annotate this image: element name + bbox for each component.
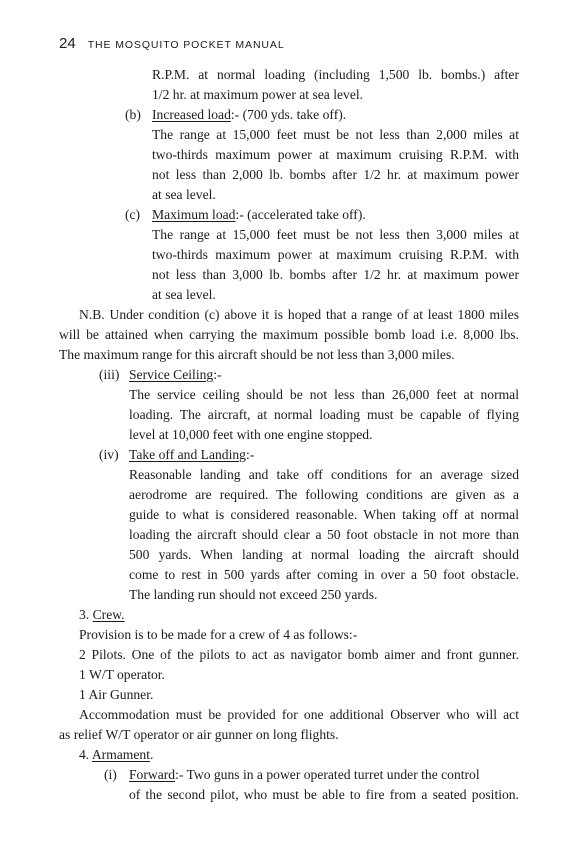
item-iii-heading-line [129, 365, 222, 385]
body-line: The maximum range for this aircraft should be not less than 3,000 miles. [59, 347, 455, 362]
item-b-heading-line [152, 105, 346, 125]
item-label: (iv) [99, 447, 119, 462]
item-i-rest: :- Two guns in a power operated turret under the control [175, 767, 480, 782]
item-label: (i) [104, 767, 117, 782]
body-line: 2 Pilots. One of the pilots to act as navigator bomb aimer and front gunner. [79, 647, 519, 662]
section-armament-rest: . [150, 747, 154, 762]
book-title: THE MOSQUITO POCKET MANUAL [87, 39, 285, 51]
item-iv-rest: :- [245, 447, 255, 462]
item-i-heading-line [129, 765, 519, 785]
body-line: Accommodation must be provided for one additional Observer who will act [79, 707, 519, 722]
section-crew-heading: Crew. [92, 607, 125, 622]
item-b-rest: :- (700 yds. take off). [230, 107, 347, 122]
section-crew-heading-line [79, 605, 125, 625]
body-line: R.P.M. at normal loading (including 1,500 lb. bombs.) after [152, 67, 519, 82]
body-line: will be attained when carrying the maximum possible bomb load i.e. 8,000 lbs. [59, 327, 519, 342]
section-armament-heading-line [79, 745, 153, 765]
item-c-heading: Maximum load [152, 207, 236, 222]
body-line: The landing run should not exceed 250 yards. [129, 587, 378, 602]
item-iv-heading: Take off and Landing [129, 447, 246, 462]
section-number: 4. [79, 747, 90, 762]
item-label: (b) [125, 107, 141, 122]
item-iii-rest: :- [213, 367, 222, 382]
page-number: 24 [59, 35, 76, 52]
body-line: Reasonable landing and take off conditions for an average sized [129, 467, 519, 482]
body-line: not less than 3,000 lb. bombs after 1/2 hr. at maximum power [152, 267, 519, 282]
body-line: 1 Air Gunner. [79, 687, 154, 702]
item-c-heading-line [152, 205, 366, 225]
body-line: Provision is to be made for a crew of 4 as follows:- [79, 627, 358, 642]
item-c-rest: :- (accelerated take off). [235, 207, 366, 222]
body-line: of the second pilot, who must be able to fire from a seated position. [129, 787, 519, 802]
body-line: The service ceiling should be not less than 26,000 feet at normal [129, 387, 519, 402]
body-line: The range at 15,000 feet must be not less than 2,000 miles at [152, 127, 519, 142]
item-iii-heading: Service Ceiling [129, 367, 214, 382]
running-header [59, 34, 285, 54]
item-b-heading: Increased load [152, 107, 231, 122]
body-line: The range at 15,000 feet must be not less then 3,000 miles at [152, 227, 519, 242]
item-label: (iii) [99, 367, 120, 382]
body-line: come to rest in 500 yards after coming in over a 50 foot obstacle. [129, 567, 519, 582]
item-i-heading: Forward [129, 767, 176, 782]
body-line: at sea level. [152, 287, 216, 302]
body-line: N.B. Under condition (c) above it is hoped that a range of at least 1800 miles [79, 307, 519, 322]
body-line: at sea level. [152, 187, 216, 202]
body-line: not less than 2,000 lb. bombs after 1/2 hr. at maximum power [152, 167, 519, 182]
body-line: loading the aircraft should clear a 50 foot obstacle in not more than [129, 527, 519, 542]
section-number: 3. [79, 607, 90, 622]
section-armament-heading: Armament [91, 747, 150, 762]
body-line: 1/2 hr. at maximum power at sea level. [152, 87, 364, 102]
body-line: as relief W/T operator or air gunner on long flights. [59, 727, 339, 742]
item-label: (c) [125, 207, 141, 222]
body-line: aerodrome are required. The following conditions are given as a [129, 487, 519, 502]
body-line: two-thirds maximum power at maximum cruising R.P.M. with [152, 247, 519, 262]
item-iv-heading-line [129, 445, 254, 465]
body-line: 1 W/T operator. [79, 667, 165, 682]
body-line: 500 yards. When landing at normal loading the aircraft should [129, 547, 519, 562]
body-line: guide to what is considered reasonable. When taking off at normal [129, 507, 519, 522]
body-line: level at 10,000 feet with one engine stopped. [129, 427, 373, 442]
body-line: loading. The aircraft, at normal loading must be capable of flying [129, 407, 519, 422]
body-line: two-thirds maximum power at maximum cruising R.P.M. with [152, 147, 519, 162]
